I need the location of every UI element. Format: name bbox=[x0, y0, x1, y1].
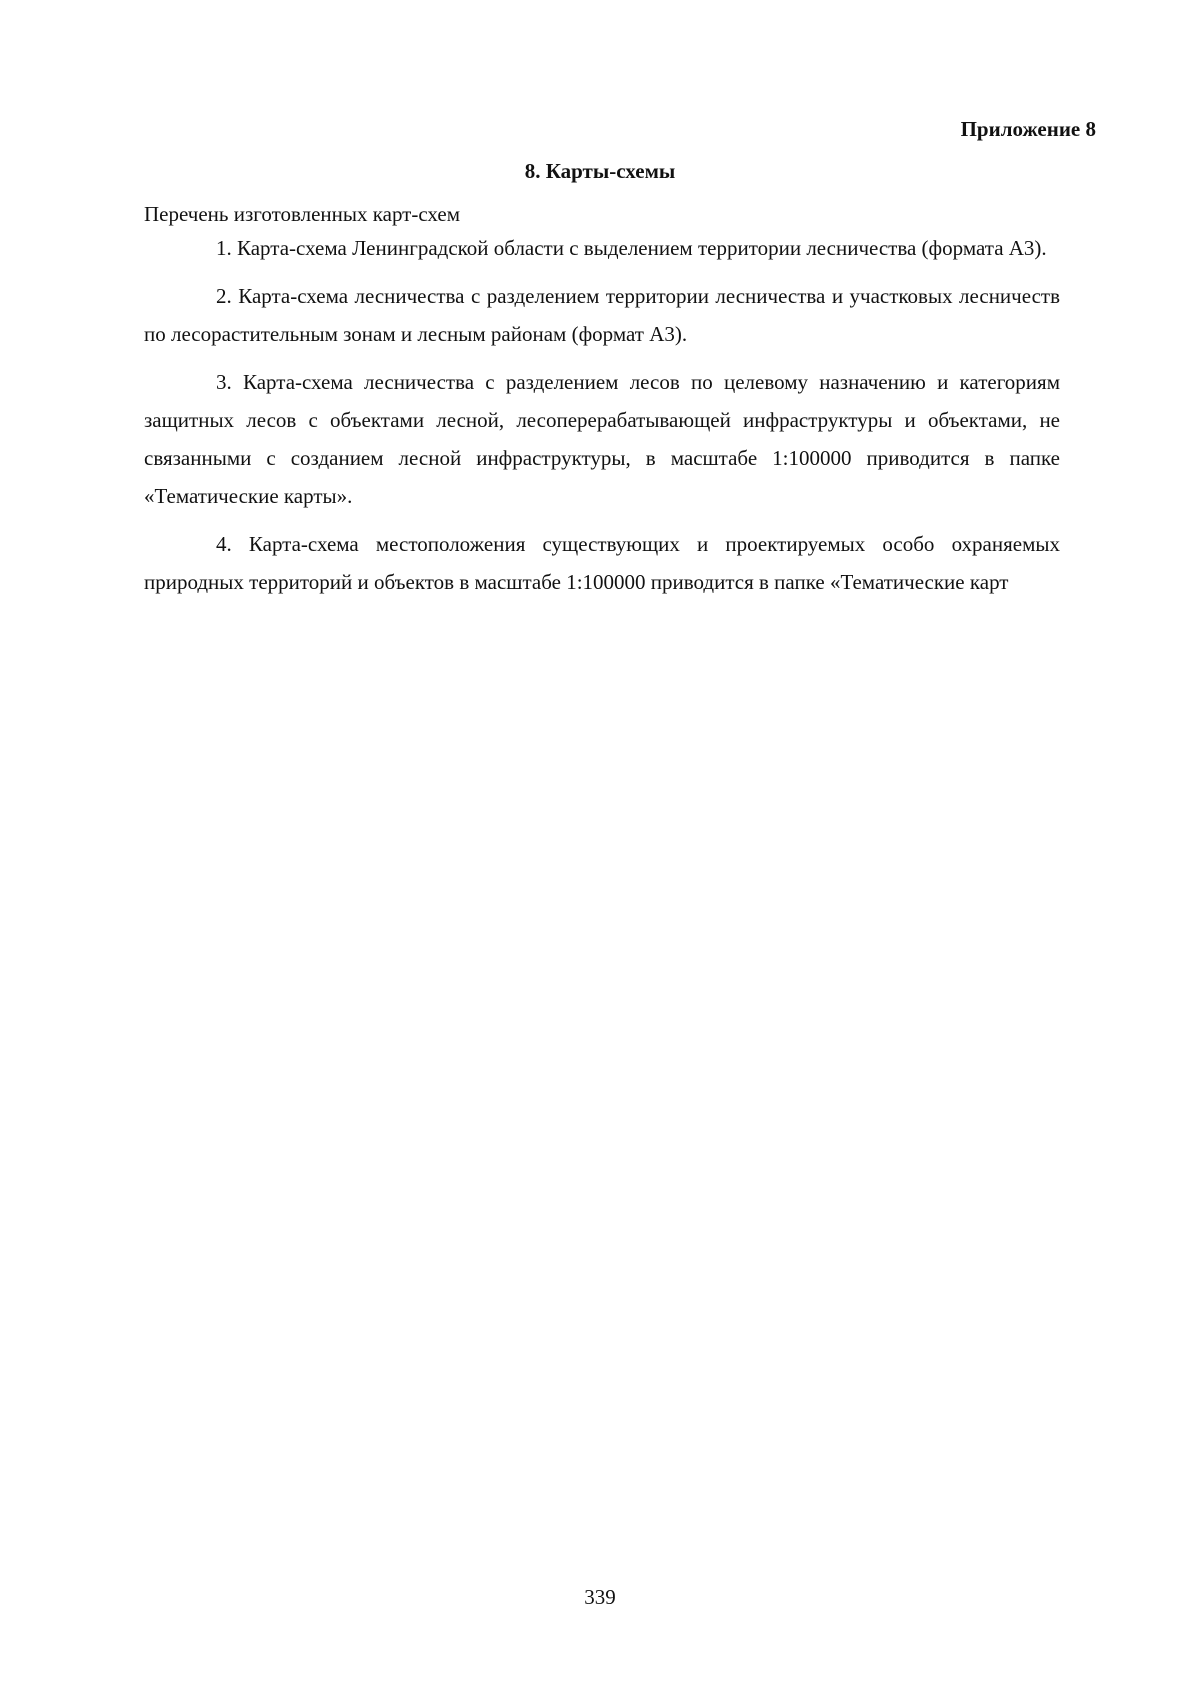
list-item-2: 2. Карта-схема лесничества с разделением территории лесничества и участковых лесничеств по лесорастительным зонам и лесным районам (формат А3). bbox=[144, 284, 1060, 346]
list-item-1: 1. Карта-схема Ленинградской области с выделением территории лесничества (формата А3). bbox=[216, 236, 1047, 260]
list-item-3: 3. Карта-схема лесничества с разделением лесов по целевому назначению и категориям защитных лесов с объектами лесной, лесоперерабатывающей инфраструктуры и объектами, не связанными с созданием лесной инфраструктуры, в масштабе 1:100000 приводится в папке «Тематические карты». bbox=[144, 370, 1060, 508]
section-title: 8. Карты-схемы bbox=[524, 159, 676, 183]
page-number: 339 bbox=[584, 1585, 616, 1609]
document-body bbox=[144, 199, 1060, 611]
list-heading: Перечень изготовленных карт-схем bbox=[144, 202, 460, 226]
list-item-4: 4. Карта-схема местоположения существующих и проектируемых особо охраняемых природных территорий и объектов в масштабе 1:100000 приводится в папке «Тематические карт bbox=[144, 532, 1060, 594]
appendix-label: Приложение 8 bbox=[960, 117, 1096, 141]
